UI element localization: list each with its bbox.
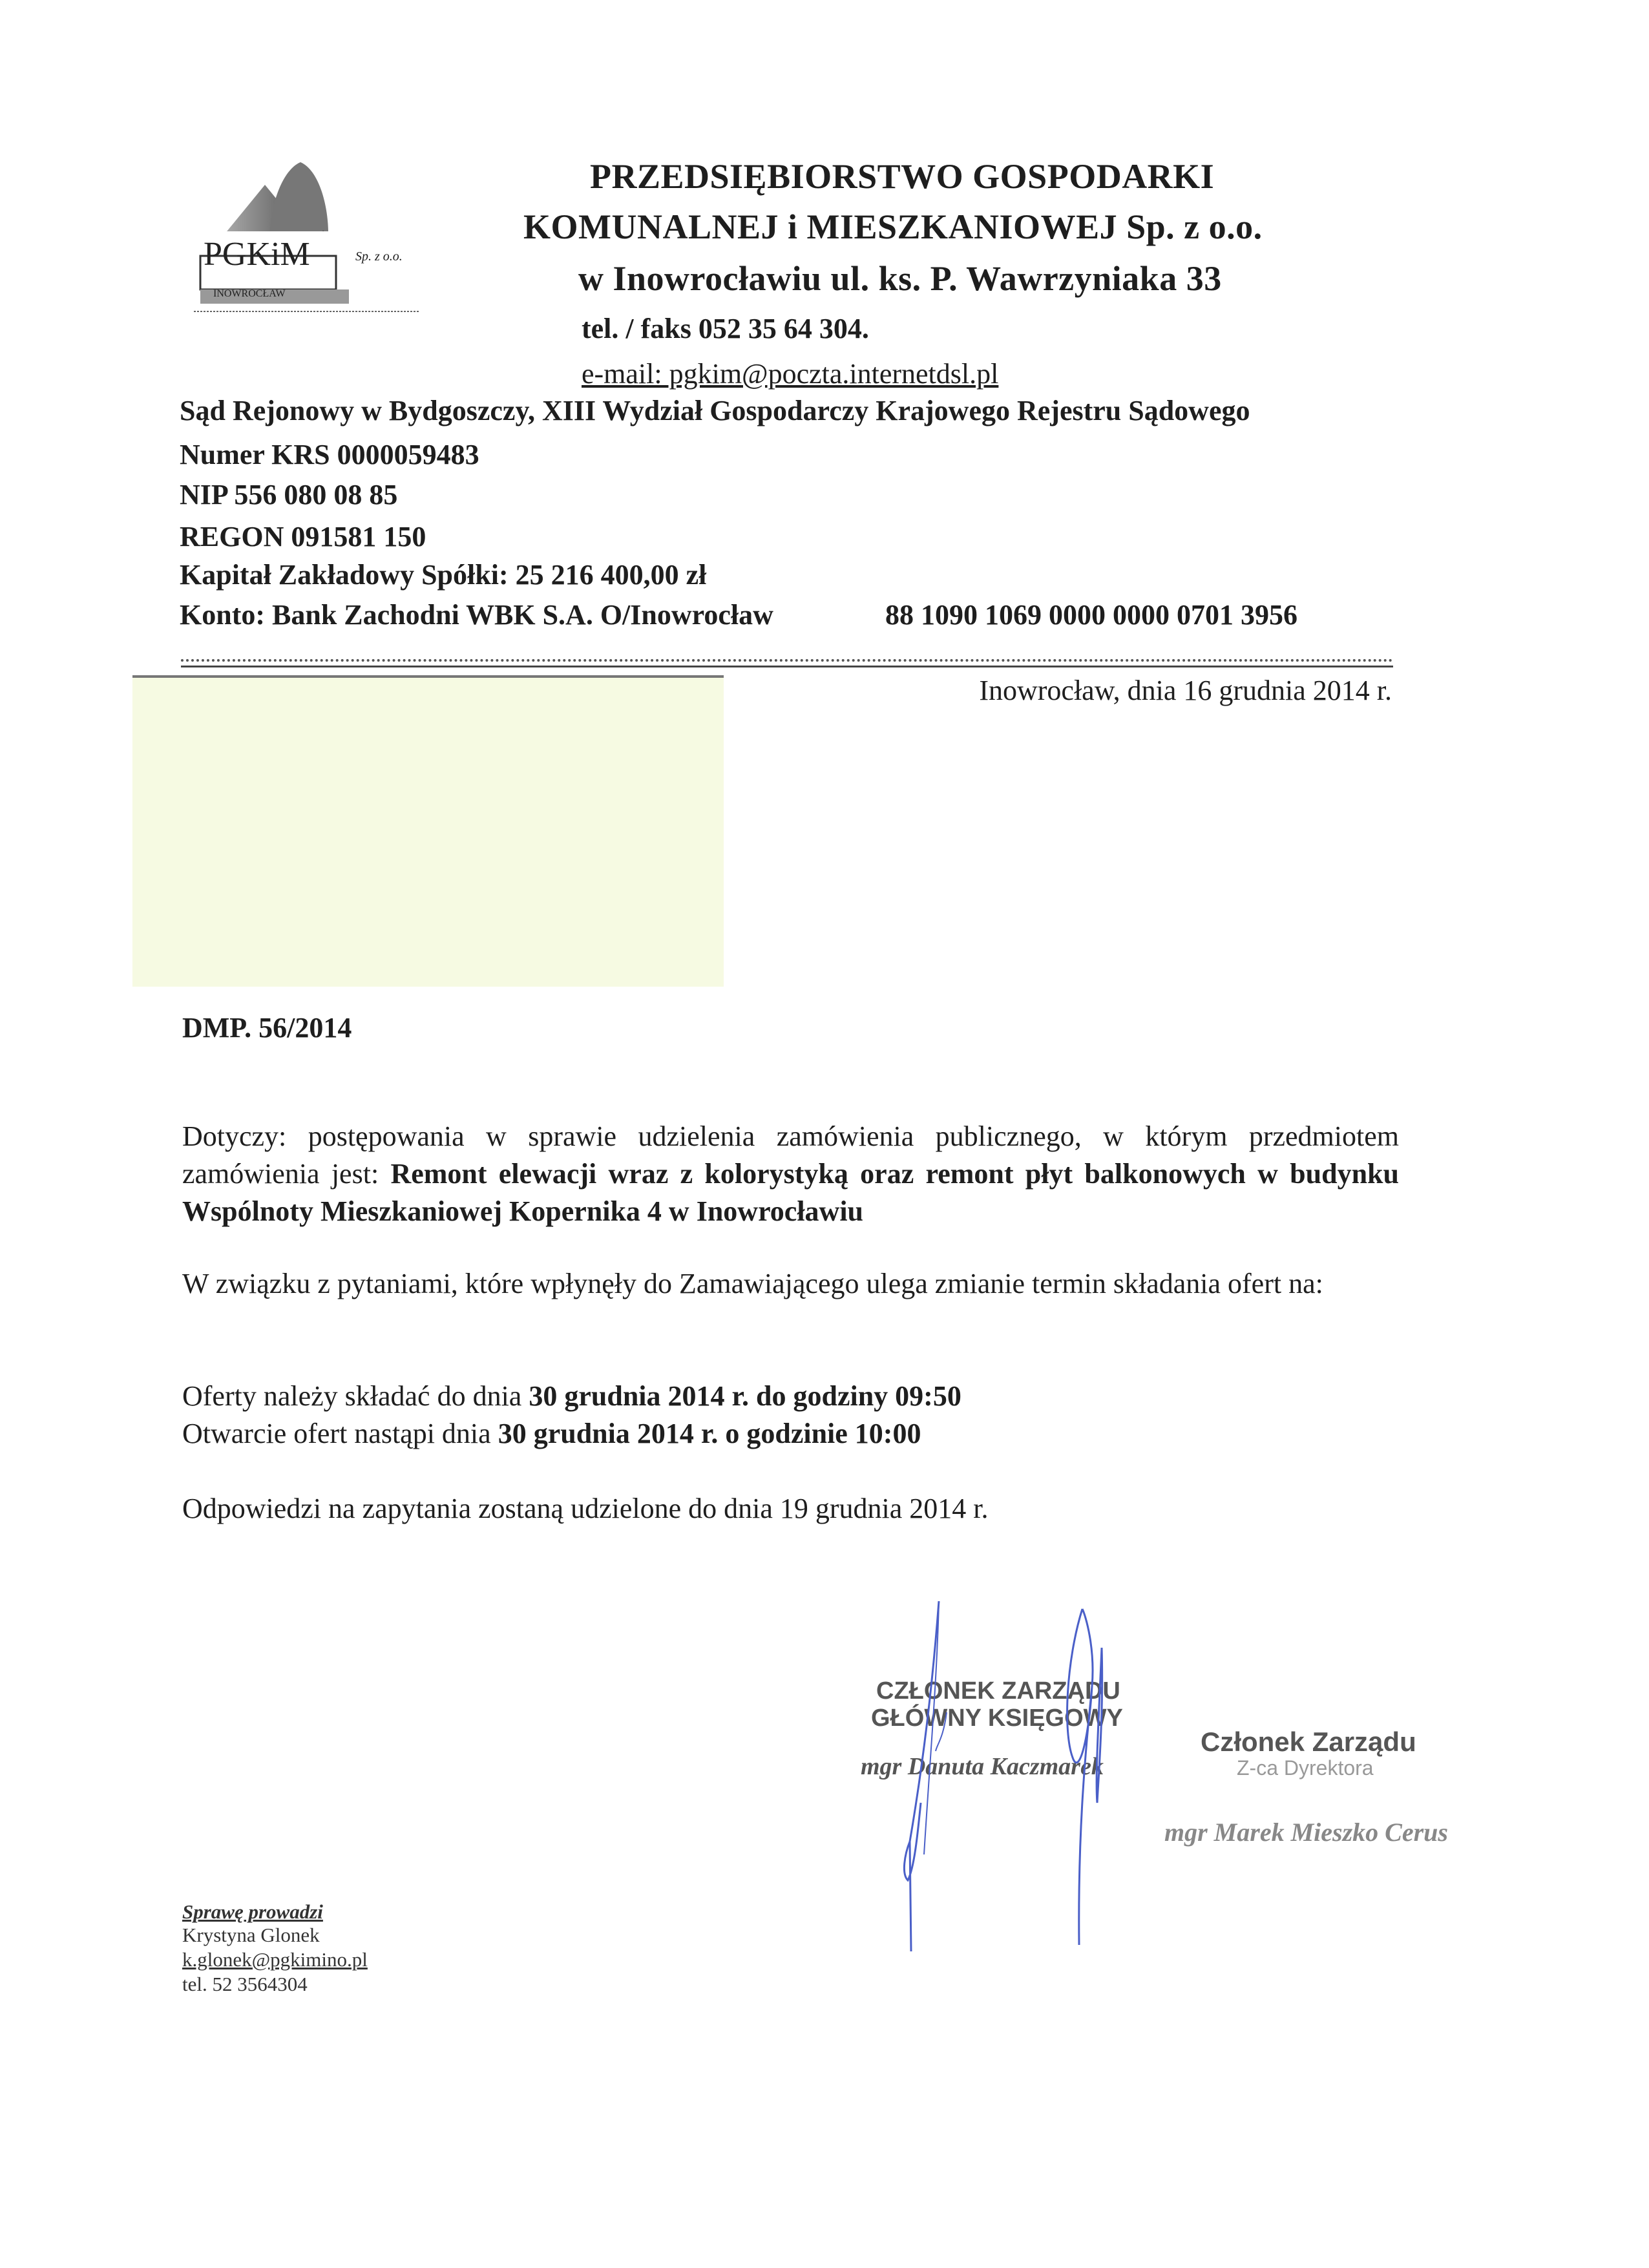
logo-text: PGKiM — [204, 236, 310, 273]
nip-number: NIP 556 080 08 85 — [180, 479, 398, 510]
subject-title: Remont elewacji wraz z kolorystyką oraz remont płyt balkonowych w budynku Wspólnoty Mieszkaniowej Kopernika 4 w Inowrocławiu — [182, 1158, 1399, 1227]
answers-note: Odpowiedzi na zapytania zostaną udzielone do dnia 19 grudnia 2014 r. — [182, 1493, 989, 1524]
bank-account-label: Konto: Bank Zachodni WBK S.A. O/Inowrocław — [180, 599, 773, 631]
right-stamp-title1: Członek Zarządu — [1201, 1727, 1416, 1757]
left-stamp-name: mgr Danuta Kaczmarek — [861, 1753, 1104, 1780]
krs-number: Numer KRS 0000059483 — [180, 439, 479, 470]
regon-number: REGON 091581 150 — [180, 521, 426, 552]
dotted-divider — [181, 659, 1393, 662]
company-address: w Inowrocławiu ul. ks. P. Wawrzyniaka 33 — [578, 259, 1222, 298]
right-signature-icon — [1067, 1609, 1102, 1945]
letter-date: Inowrocław, dnia 16 grudnia 2014 r. — [979, 675, 1392, 706]
right-stamp-title2: Z-ca Dyrektora — [1237, 1756, 1374, 1780]
logo-suffix: Sp. z o.o. — [355, 249, 403, 264]
subject-prefix: Dotyczy: postępowania w sprawie udzielenia zamówienia publicznego, w którym przedmiotem zamówienia jest: — [182, 1120, 1399, 1190]
right-stamp-name: mgr Marek Mieszko Cerus — [1164, 1818, 1448, 1847]
solid-divider — [181, 666, 1393, 667]
company-email[interactable]: e-mail: pgkim@poczta.internetdsl.pl — [582, 358, 999, 390]
offers-date: 30 grudnia 2014 r. do godziny 09:50 — [529, 1380, 961, 1412]
opening-datetime: 30 grudnia 2014 r. o godzinie 10:00 — [498, 1418, 921, 1449]
offers-prefix: Oferty należy składać do dnia — [182, 1380, 529, 1412]
reference-number: DMP. 56/2014 — [182, 1012, 352, 1044]
case-handler-phone: tel. 52 3564304 — [182, 1973, 308, 1995]
handwritten-signatures — [840, 1583, 1518, 1971]
company-name-line2: KOMUNALNEJ i MIESZKANIOWEJ Sp. z o.o. — [523, 207, 1263, 246]
court-registration: Sąd Rejonowy w Bydgoszczy, XIII Wydział Gospodarczy Krajowego Rejestru Sądowego — [180, 395, 1250, 426]
company-phone: tel. / faks 052 35 64 304. — [582, 313, 869, 344]
redacted-address-block — [132, 675, 724, 987]
company-logo — [194, 159, 420, 314]
offers-deadline — [182, 1378, 961, 1415]
company-name-line1: PRZEDSIĘBIORSTWO GOSPODARKI — [590, 157, 1215, 196]
opening-prefix: Otwarcie ofert nastąpi dnia — [182, 1418, 498, 1449]
case-handler-email[interactable]: k.glonek@pgkimino.pl — [182, 1948, 368, 1971]
logo-city: INOWROCŁAW — [213, 288, 286, 299]
left-stamp-title2: GŁÓWNY KSIĘGOWY — [871, 1705, 1123, 1732]
case-handler-label: Sprawę prowadzi — [182, 1900, 323, 1923]
left-stamp-title1: CZŁONEK ZARZĄDU — [876, 1677, 1120, 1705]
opening-date — [182, 1415, 921, 1453]
left-signature-icon — [904, 1601, 939, 1951]
subject-paragraph — [182, 1118, 1399, 1230]
bank-account-number: 88 1090 1069 0000 0000 0701 3956 — [885, 599, 1297, 631]
change-notice: W związku z pytaniami, które wpłynęły do Zamawiającego ulega zmianie termin składania ofert na: — [182, 1268, 1323, 1299]
case-handler-name: Krystyna Glonek — [182, 1924, 320, 1946]
share-capital: Kapitał Zakładowy Spółki: 25 216 400,00 zł — [180, 559, 707, 591]
